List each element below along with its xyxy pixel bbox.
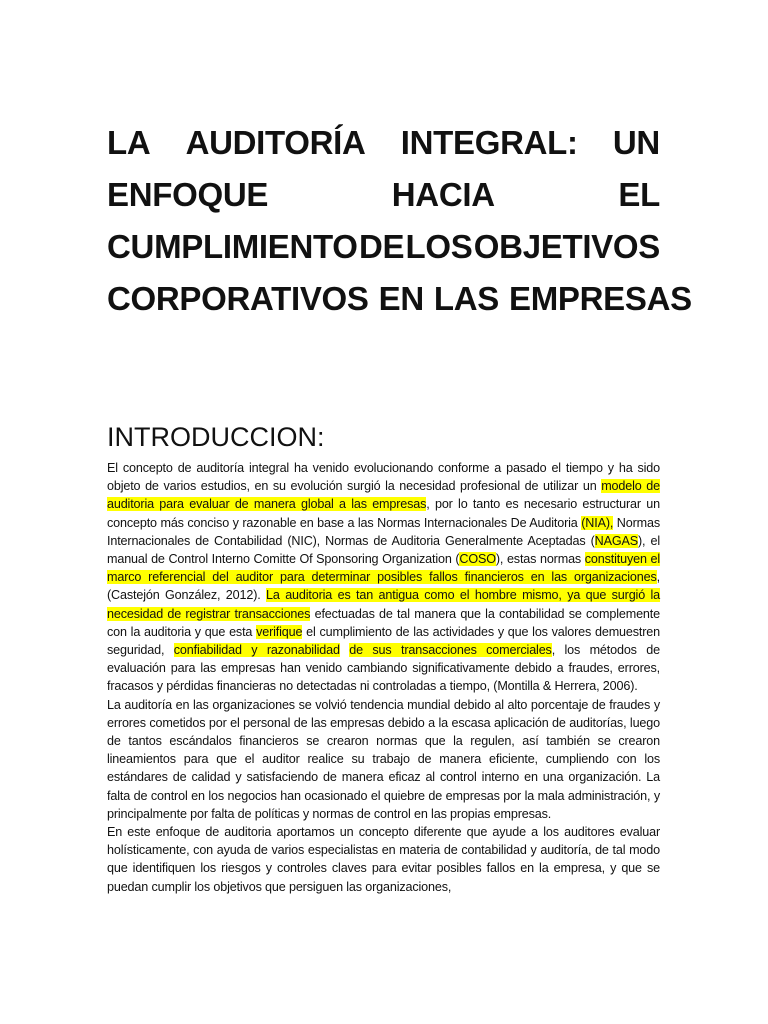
title-word: ENFOQUE [107,176,269,213]
body-paragraph [107,459,660,696]
highlighted-text: NAGAS [594,533,638,548]
body-paragraph [107,823,660,896]
highlighted-text: de sus transacciones comerciales [349,643,552,658]
highlighted-text: verifique [256,624,303,639]
title-word: EMPRESAS [509,280,692,317]
title-word: LAS [433,280,500,317]
text-run: efectuadas de tal manera que la contabilidad se complemente con la auditoria y que esta [107,606,660,639]
section-heading: INTRODUCCION: [107,422,325,452]
title-line [107,117,660,169]
highlighted-text: (NIA), [581,515,614,530]
text-run: Normas Internacionales de Contabilidad (NIC), Normas de Auditoria Generalmente Aceptadas ( [107,515,660,548]
text-run [340,643,349,657]
title-word: EL [618,176,660,213]
title-word: DE [358,228,405,265]
document-page [107,117,692,896]
title-word: CUMPLIMIENTO [107,228,358,265]
document-title [107,117,692,325]
title-word: EN [378,280,424,317]
title-word: LOS [405,228,473,265]
highlighted-text: constituyen el marco referencial del auditor para determinar posibles fallos financieros en las organizaciones [107,552,660,585]
title-word: LA [107,124,151,161]
text-run: La auditoría en las organizaciones se volvió tendencia mundial debido al alto porcentaje de fraudes y errores cometidos por el personal de las empresas debido a la escasa aplicación de auditorías, luego de tantos escándalos financieros se crearon normas que la regulen, así también se crearon lineamientos para que el auditor realice su trabajo de manera eficiente, cumpliendo con los estándares de calidad y satisfaciendo de manera eficaz al control interno en una organización. La falta de control en los negocios han ocasionado el quiebre de empresas por la mala administración, y principalmente por falta de políticas y normas de control en las propias empresas. [107,697,660,821]
highlighted-text: modelo de auditoria para evaluar de manera global a las empresas [107,479,660,512]
highlighted-text: La auditoria es tan antigua como el hombre mismo, ya que surgió la necesidad de registrar transacciones [107,588,660,621]
highlighted-text: confiabilidad y razonabilidad [173,643,340,658]
body-text [107,459,660,896]
title-line [107,221,660,273]
highlighted-text: COSO [459,552,496,567]
text-run: En este enfoque de auditoria aportamos un concepto diferente que ayude a los auditores evaluar holísticamente, con ayuda de varios especialistas en materia de contabilidad y auditoría, de tal modo que identifiquen los riesgos y controles claves para evitar posibles fallos en la empresa, y que se puedan cumplir los objetivos que persiguen las organizaciones, [107,825,660,894]
title-word: OBJETIVOS [473,228,660,265]
title-line [107,169,660,221]
text-run: El concepto de auditoría integral ha venido evolucionando conforme a pasado el tiempo y ha sido objeto de varios estudios, en su evolución surgió la necesidad profesional de utilizar un [107,461,660,494]
text-run: , (Castejón González, 2012). [107,570,660,603]
title-word: CORPORATIVOS [107,280,369,317]
text-run: ), el manual de Control Interno Comitte Of Sponsoring Organization ( [107,533,660,567]
text-run: el cumplimiento de las actividades y que los valores demuestren seguridad, [107,624,660,658]
title-word: INTEGRAL: [400,124,578,161]
body-paragraph [107,696,660,823]
text-run: , los métodos de evaluación para las empresas han venido cambiando significativamente debido a fraudes, errores, fracasos y pérdidas financieras no detectadas ni controladas a tiempo, (Montilla & Herrera, 2006). [107,643,660,694]
text-run: ), estas normas [495,552,585,567]
title-word: AUDITORÍA [185,124,366,161]
title-word: UN [612,124,660,161]
text-run: , por lo tanto es necesario estructurar un concepto más conciso y razonable en base a las Normas Internacionales De Auditoria [107,497,660,530]
title-word: HACIA [391,176,495,213]
title-line [107,273,692,325]
